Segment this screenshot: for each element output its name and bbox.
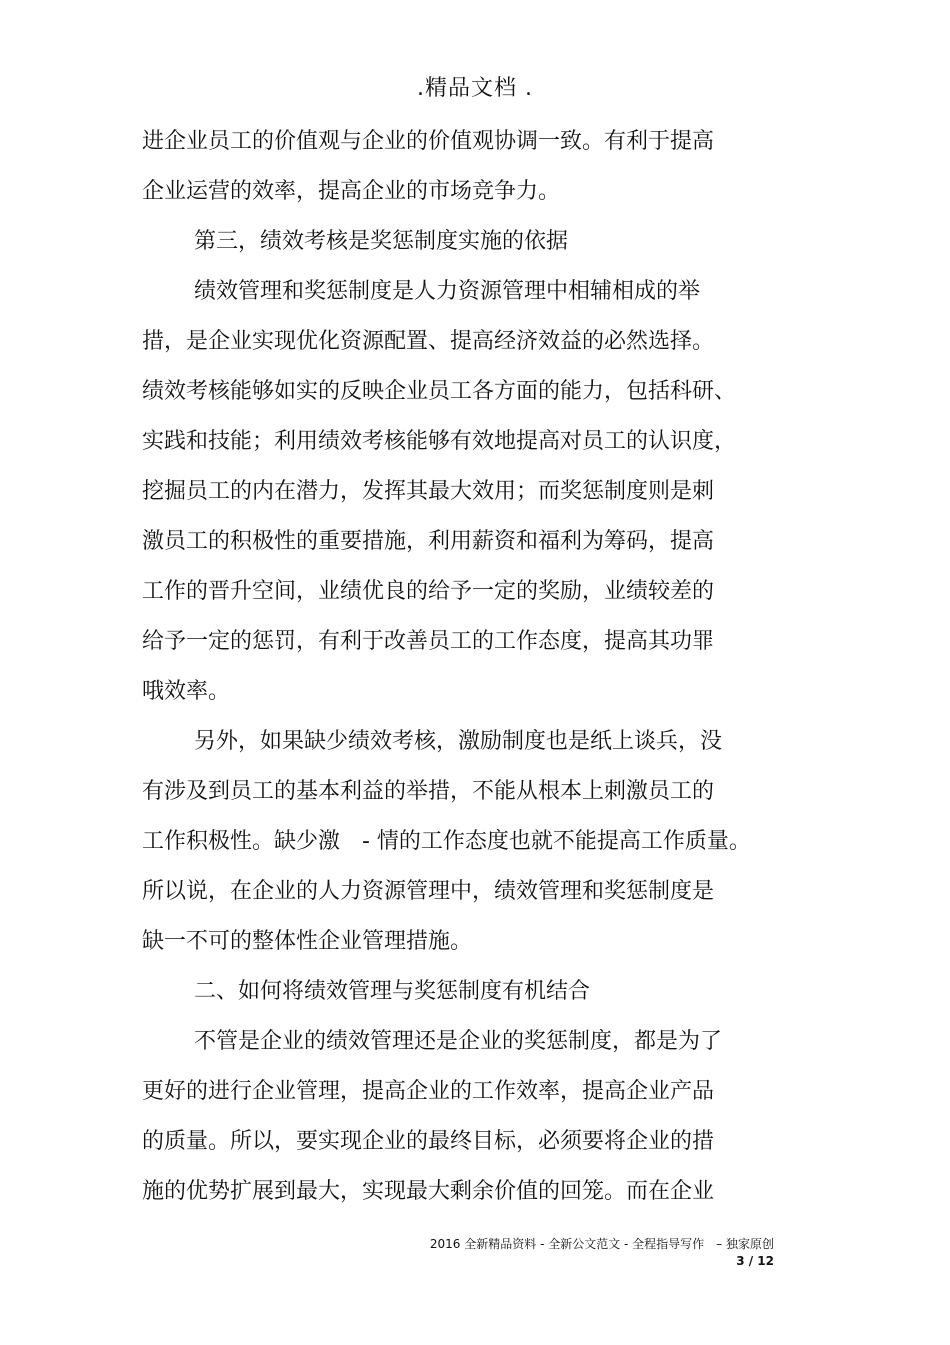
body-line-15: 工作积极性。缺少激 - 情的工作态度也就不能提高工作质量。 (142, 829, 751, 854)
body-line-8: 挖掘员工的内在潜力，发挥其最大效用；而奖惩制度则是刺 (142, 479, 715, 504)
body-line-12: 哦效率。 (142, 679, 231, 704)
page-number (736, 1253, 774, 1269)
body-line-4: 绩效管理和奖惩制度是人力资源管理中相辅相成的举 (194, 279, 701, 304)
body-line-6: 绩效考核能够如实的反映企业员工各方面的能力，包括科研、 (142, 379, 737, 404)
body-line-17: 缺一不可的整体性企业管理措施。 (142, 929, 473, 954)
body-line-21: 的质量。所以，要实现企业的最终目标，必须要将企业的措 (142, 1129, 715, 1154)
page-header-title: .精品文档 . (417, 76, 533, 101)
body-line-10: 工作的晋升空间，业绩优良的给予一定的奖励，业绩较差的 (142, 579, 715, 604)
page-total: 12 (757, 1254, 774, 1268)
body-line-9: 激员工的积极性的重要措施，利用薪资和福利为筹码，提高 (142, 529, 715, 554)
body-line-11: 给予一定的惩罚，有利于改善员工的工作态度，提高其功罪 (142, 629, 715, 654)
section-heading-3: 第三，绩效考核是奖惩制度实施的依据 (194, 229, 569, 254)
page-footer-text: 2016 全新精品资料 - 全新公文范文 - 全程指导写作 – 独家原创 (429, 1237, 774, 1251)
body-line-5: 措，是企业实现优化资源配置、提高经济效益的必然选择。 (142, 329, 715, 354)
body-line-7: 实践和技能；利用绩效考核能够有效地提高对员工的认识度， (142, 429, 737, 454)
body-line-20: 更好的进行企业管理，提高企业的工作效率，提高企业产品 (142, 1079, 715, 1104)
body-line-19: 不管是企业的绩效管理还是企业的奖惩制度，都是为了 (194, 1029, 723, 1054)
body-line-13: 另外，如果缺少绩效考核，激励制度也是纸上谈兵，没 (194, 729, 723, 754)
body-line-1: 进企业员工的价值观与企业的价值观协调一致。有利于提高 (142, 129, 715, 154)
section-heading-18: 二、如何将绩效管理与奖惩制度有机结合 (194, 979, 591, 1004)
page-current: 3 (736, 1254, 745, 1268)
body-line-14: 有涉及到员工的基本利益的举措，不能从根本上刺激员工的 (142, 779, 715, 804)
body-line-2: 企业运营的效率，提高企业的市场竞争力。 (142, 179, 561, 204)
body-line-16: 所以说，在企业的人力资源管理中，绩效管理和奖惩制度是 (142, 879, 715, 904)
page-separator: / (744, 1254, 758, 1268)
body-line-22: 施的优势扩展到最大，实现最大剩余价值的回笼。而在企业 (142, 1179, 715, 1204)
